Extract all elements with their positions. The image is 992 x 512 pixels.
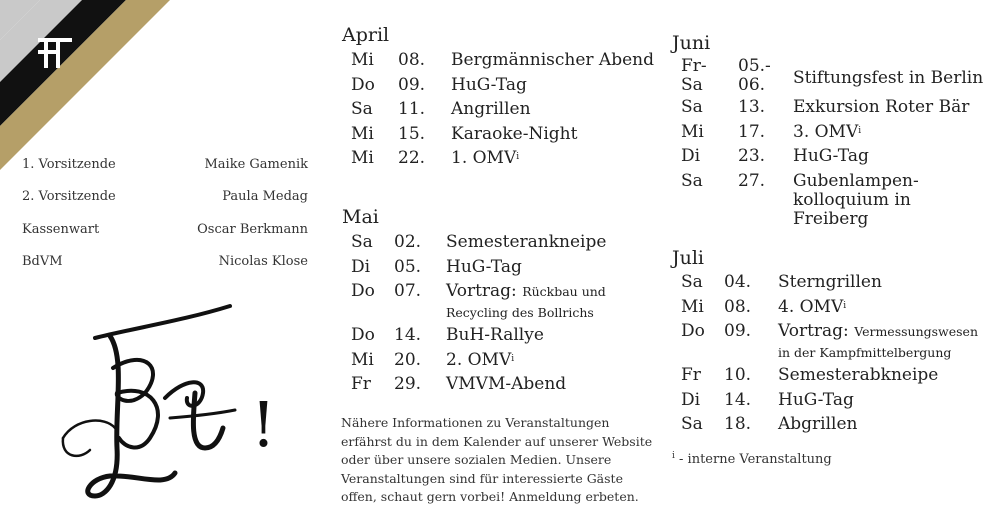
event-day: Sa xyxy=(351,232,373,252)
event-row xyxy=(342,279,647,323)
event-day: Sa xyxy=(681,170,703,191)
event-date: 14. xyxy=(724,389,752,410)
event-date: 08. xyxy=(724,296,752,317)
event-day: Do xyxy=(351,281,375,301)
event-day-end: Sa xyxy=(681,75,703,95)
monogram-logo xyxy=(55,298,290,503)
event-day: Mi xyxy=(351,50,374,70)
event-row xyxy=(672,270,984,295)
event-row xyxy=(342,122,647,147)
event-day: Di xyxy=(681,146,701,167)
event-day: Mi xyxy=(351,148,374,169)
event-title: Exkursion Roter Bär xyxy=(793,97,970,117)
internal-mark: i xyxy=(511,353,515,364)
event-detail: Rückbau und Recycling des Bollrichs xyxy=(446,284,606,320)
event-title: HuG-Tag xyxy=(446,256,522,277)
officer-row xyxy=(22,148,308,181)
officer-row xyxy=(22,246,308,279)
footnote-mark: i xyxy=(672,451,675,461)
event-date: 13. xyxy=(738,97,766,117)
event-title-text: Vortrag: xyxy=(446,281,517,301)
event-row xyxy=(672,95,984,120)
event-date: 09. xyxy=(398,74,426,95)
info-text: Nähere Informationen zu Veranstaltungen erfährst du in dem Kalender auf unserer Website oder über unsere sozialen Medien. Unsere Veranstaltungen sind für interessierte Gäste offen, schaut gern vorbei! Anmeldung erbeten. xyxy=(341,415,653,504)
officer-name: Paula Medag xyxy=(222,189,308,205)
footnote xyxy=(672,452,832,467)
event-title-text: 4. OMV xyxy=(778,296,844,317)
event-date: 09. xyxy=(724,321,752,341)
event-title: Sterngrillen xyxy=(778,272,882,292)
event-date: 17. xyxy=(738,121,766,142)
event-title: Abgrillen xyxy=(778,414,858,434)
internal-mark: i xyxy=(516,152,520,163)
event-date xyxy=(738,57,771,95)
event-day: Sa xyxy=(681,272,703,292)
officer-role: 1. Vorsitzende xyxy=(22,156,116,172)
month-april xyxy=(342,24,654,171)
event-row xyxy=(342,97,647,122)
month-juli xyxy=(672,247,984,437)
event-title: HuG-Tag xyxy=(451,74,527,95)
event-date: 18. xyxy=(724,414,752,434)
officer-name: Oscar Berkmann xyxy=(197,221,308,237)
event-title: Bergmännischer Abend xyxy=(451,50,654,70)
officer-role: 2. Vorsitzende xyxy=(22,189,116,205)
event-date: 22. xyxy=(398,148,426,169)
event-title: Karaoke-Night xyxy=(451,123,578,144)
event-day: Fr xyxy=(681,365,701,385)
event-title: Gubenlampen-kolloquium in Freiberg xyxy=(793,170,919,229)
event-day: Do xyxy=(681,321,705,341)
event-date: 04. xyxy=(724,272,752,292)
officer-row xyxy=(22,213,308,246)
event-day: Fr xyxy=(351,374,371,394)
internal-mark: i xyxy=(843,300,847,311)
event-title: Stiftungsfest in Berlin xyxy=(793,68,984,88)
month-title: Mai xyxy=(342,206,379,228)
officer-row xyxy=(22,181,308,214)
event-date: 05. xyxy=(394,256,422,277)
event-day: Do xyxy=(351,325,375,345)
month-title: Juni xyxy=(672,32,711,54)
event-date: 10. xyxy=(724,365,752,385)
event-date: 11. xyxy=(398,99,426,120)
event-date: 07. xyxy=(394,281,422,301)
event-date: 29. xyxy=(394,374,422,394)
event-row xyxy=(342,146,647,171)
event-day-start: Fr- xyxy=(681,56,707,76)
event-day: Mi xyxy=(681,296,704,317)
officer-name: Maike Gamenik xyxy=(204,156,308,172)
event-row xyxy=(672,144,984,169)
event-title-text: Vortrag: xyxy=(778,321,849,341)
event-row xyxy=(672,169,984,229)
officers-list xyxy=(22,148,308,278)
event-row xyxy=(342,323,647,348)
event-title: VMVM-Abend xyxy=(446,374,567,394)
event-row xyxy=(342,348,647,373)
event-date: 08. xyxy=(398,50,426,70)
officer-role: BdVM xyxy=(22,254,63,270)
event-date: 27. xyxy=(738,170,766,191)
event-day: Di xyxy=(681,389,701,410)
event-day: Sa xyxy=(681,97,703,117)
event-day: Sa xyxy=(681,414,703,434)
event-title: HuG-Tag xyxy=(793,146,869,167)
event-day: Di xyxy=(351,256,371,277)
month-juni xyxy=(672,32,984,229)
officer-name: Nicolas Klose xyxy=(218,254,308,270)
internal-mark: i xyxy=(858,125,862,136)
event-day: Mi xyxy=(681,121,704,142)
event-date: 02. xyxy=(394,232,422,252)
event-title xyxy=(451,146,519,171)
event-day: Sa xyxy=(351,99,373,120)
event-row xyxy=(342,48,654,73)
event-day xyxy=(681,57,707,95)
event-row xyxy=(672,295,984,320)
event-title-text: 3. OMV xyxy=(793,121,859,142)
event-date-start: 05.- xyxy=(738,56,771,76)
event-date: 20. xyxy=(394,349,422,370)
event-title: HuG-Tag xyxy=(778,389,854,410)
event-title xyxy=(446,348,514,373)
event-title xyxy=(778,321,984,363)
month-title: April xyxy=(342,24,390,46)
event-title: Semesterankneipe xyxy=(446,232,607,252)
event-row xyxy=(672,57,984,95)
month-title: Juli xyxy=(672,247,705,269)
event-title xyxy=(446,281,646,323)
event-date-end: 06. xyxy=(738,75,766,95)
event-day: Mi xyxy=(351,123,374,144)
event-title xyxy=(778,295,846,320)
event-row xyxy=(672,363,984,388)
event-detail: Vermessungswesen in der Kampfmittelbergung xyxy=(778,324,978,360)
event-title xyxy=(793,120,861,145)
officer-role: Kassenwart xyxy=(22,221,100,237)
event-title-text: 1. OMV xyxy=(451,148,517,169)
month-mai xyxy=(342,206,647,397)
event-row xyxy=(342,230,647,255)
event-day: Mi xyxy=(351,349,374,370)
event-row xyxy=(672,412,984,437)
event-date: 15. xyxy=(398,123,426,144)
corner-stripes xyxy=(0,0,170,170)
event-row xyxy=(342,73,647,98)
event-row xyxy=(672,388,984,413)
event-date: 23. xyxy=(738,146,766,167)
event-title: Angrillen xyxy=(451,99,531,120)
event-title: BuH-Rallye xyxy=(446,325,544,345)
event-row xyxy=(672,319,984,363)
event-date: 14. xyxy=(394,325,422,345)
event-title-text: 2. OMV xyxy=(446,349,512,370)
exclamation-mark: ! xyxy=(251,388,276,461)
event-day: Do xyxy=(351,74,375,95)
footnote-text: - interne Veranstaltung xyxy=(674,452,832,467)
event-row xyxy=(342,255,647,280)
event-row xyxy=(342,372,647,397)
event-title: Semesterabkneipe xyxy=(778,365,939,385)
event-row xyxy=(672,120,984,145)
